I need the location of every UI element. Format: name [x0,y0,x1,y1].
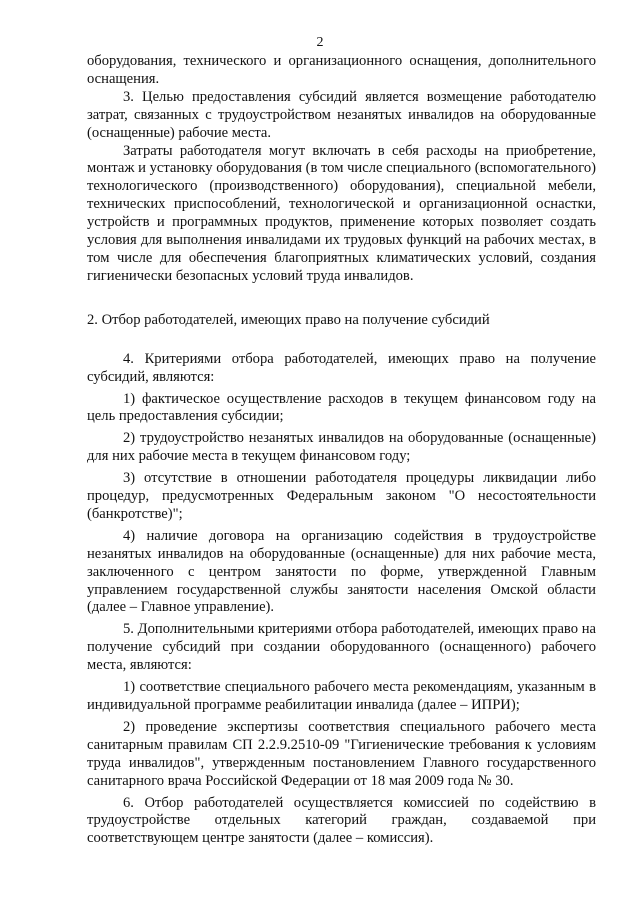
criteria-item-3: 3) отсутствие в отношении работодателя процедуры ликвидации либо процедур, предусмотренных Федеральным законом "О несостоятельности (банкротстве)"; [87,470,596,522]
paragraph-5-additional-criteria: 5. Дополнительными критериями отбора работодателей, имеющих право на получение субсидий при создании оборудованного (оснащенного) рабочего места, являются: [87,621,596,674]
criteria-item-1: 1) фактическое осуществление расходов в текущем финансовом году на цель предоставления субсидии; [87,390,596,425]
paragraph-continuation: оборудования, технического и организационного оснащения, дополнительного оснащения. [87,53,596,87]
page-number: 2 [316,35,324,50]
additional-criteria-item-1: 1) соответствие специального рабочего места рекомендациям, указанным в индивидуальной программе реабилитации инвалида (далее – ИПРИ); [87,679,596,713]
criteria-item-4: 4) наличие договора на организацию содействия в трудоустройстве незанятых инвалидов на оборудованные (оснащенные) для них рабочие места, заключенного с центром занятости по форме, утвержденной Главным управлением государственной службы занятости населения Омской области (далее – Главное управление). [87,527,596,616]
additional-criteria-item-2: 2) проведение экспертизы соответствия специального рабочего места санитарным правилам СП 2.2.9.2510-09 "Гигиенические требования к условиям труда инвалидов", утвержденным постановлением Главного государственного санитарного врача Российской Федерации от 18 мая 2009 года № 30. [87,718,596,789]
document-body [87,53,596,848]
criteria-item-2: 2) трудоустройство незанятых инвалидов на оборудованные (оснащенные) для них рабочие места в текущем финансовом году; [87,430,596,465]
paragraph-6-selection: 6. Отбор работодателей осуществляется комиссией по содействию в трудоустройстве отдельных категорий граждан, создаваемой при соответствующем центре занятости (далее – комиссия). [87,794,596,847]
section-heading: 2. Отбор работодателей, имеющих право на получение субсидий [87,311,490,328]
paragraph-costs: Затраты работодателя могут включать в себя расходы на приобретение, монтаж и установку оборудования (в том числе специального (вспомогательного) технологического (производственного) оборудования), специальной мебели, технических приспособлений, технологической и организационной оснастки, устройств и программных продуктов, применение которых позволяет создать условия для выполнения инвалидами их трудовых функций на рабочих местах, в том числе для обеспечения благоприятных климатических условий, создания гигиенически безопасных условий труда инвалидов. [87,142,596,284]
paragraph-4-criteria: 4. Критериями отбора работодателей, имеющих право на получение субсидий, являются: [87,350,596,385]
paragraph-3-purpose: 3. Целью предоставления субсидий является возмещение работодателю затрат, связанных с трудоустройством незанятых инвалидов на оборудованные (оснащенные) рабочие места. [87,88,596,141]
